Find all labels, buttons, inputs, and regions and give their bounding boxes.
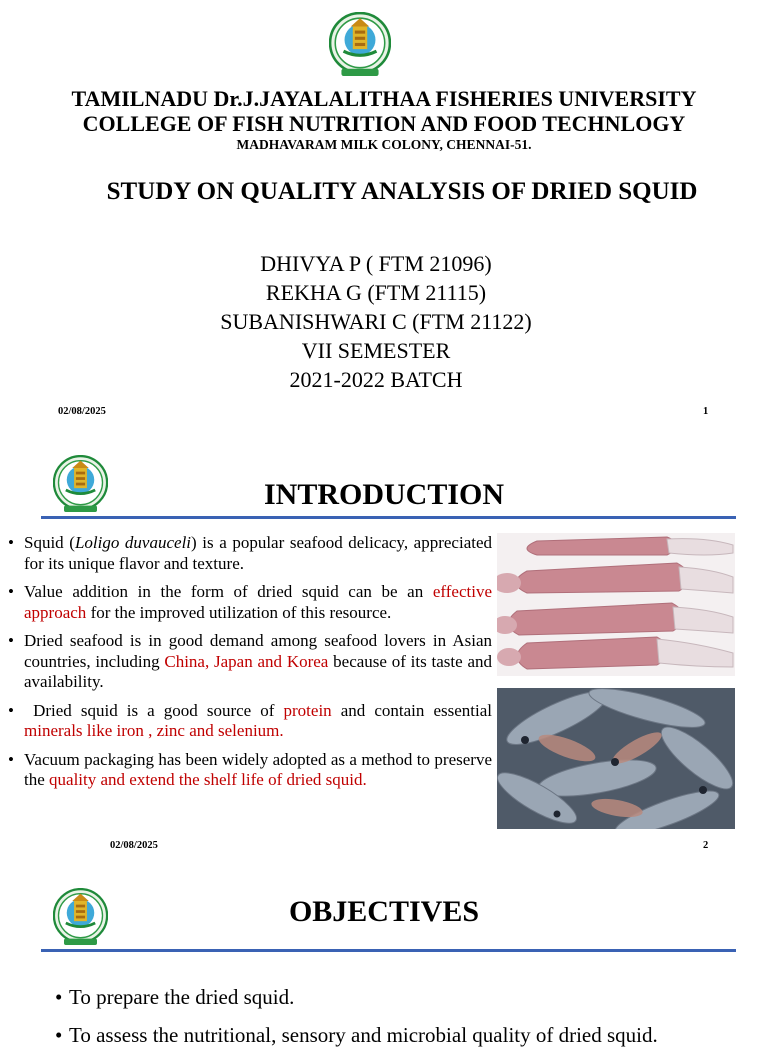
bullet-icon: • <box>8 749 14 769</box>
objectives-list <box>55 983 755 1059</box>
title-divider <box>41 516 736 519</box>
introduction-slide <box>0 440 768 860</box>
highlight-text: quality and extend the shelf life of dried squid. <box>49 770 367 789</box>
semester-line: VII SEMESTER <box>301 338 451 363</box>
text-run: Squid ( <box>24 533 75 552</box>
text-run: and contain essential <box>331 700 492 720</box>
text-run: Vacuum packaging has been widely adopted as a method to preserve the <box>24 749 492 789</box>
slide-number: 2 <box>703 840 709 851</box>
study-title: STUDY ON QUALITY ANALYSIS OF DRIED SQUID <box>106 178 698 205</box>
text-run: for the improved utilization of this resource. <box>86 602 392 622</box>
highlight-text: protein <box>283 700 332 720</box>
highlight-text: effective approach <box>24 582 492 622</box>
fresh-squid-photo <box>497 533 735 676</box>
bullet-icon: • <box>8 582 14 601</box>
list-item <box>55 983 755 1011</box>
title-slide <box>0 0 768 440</box>
objective-text: To assess the nutritional, sensory and microbial quality of dried squid. <box>69 1023 658 1047</box>
bullet-list <box>8 533 492 799</box>
list-item <box>8 701 492 742</box>
bullet-icon: • <box>8 631 14 650</box>
batch-line: 2021-2022 BATCH <box>289 367 463 392</box>
highlight-text: China, Japan and Korea <box>164 651 329 671</box>
college-address: MADHAVARAM MILK COLONY, CHENNAI-51. <box>236 137 532 152</box>
text-run: ) is a popular seafood delicacy, appreciated for its unique flavor and texture. <box>24 533 493 573</box>
author-line: REKHA G (FTM 21115) <box>265 280 487 305</box>
slide-date: 02/08/2025 <box>110 840 158 851</box>
fresh-squid-image <box>497 533 735 676</box>
text-run: because of its taste and availability. <box>24 651 493 691</box>
slide-title: OBJECTIVES <box>288 895 480 928</box>
slide-number: 1 <box>703 406 709 417</box>
bullet-icon: • <box>55 985 63 1009</box>
university-logo <box>329 12 391 78</box>
university-emblem-icon <box>329 12 391 78</box>
list-item <box>55 1021 755 1049</box>
list-item <box>8 582 492 623</box>
college-name: COLLEGE OF FISH NUTRITION AND FOOD TECHNLOGY <box>82 111 686 136</box>
slide-date: 02/08/2025 <box>58 406 106 417</box>
objectives-slide <box>0 860 768 1047</box>
author-line: SUBANISHWARI C (FTM 21122) <box>220 309 532 334</box>
highlight-text: minerals like iron , zinc and selenium. <box>24 721 284 740</box>
author-list <box>0 249 752 394</box>
university-name: TAMILNADU Dr.J.JAYALALITHAA FISHERIES UNIVERSITY <box>71 86 697 111</box>
list-item <box>8 533 492 574</box>
list-item <box>8 631 492 693</box>
author-line: DHIVYA P ( FTM 21096) <box>260 251 492 276</box>
title-divider <box>41 949 736 952</box>
squid-pile-photo <box>497 688 735 829</box>
bullet-icon: • <box>55 1023 63 1047</box>
bullet-icon: • <box>8 700 14 720</box>
slide-title: INTRODUCTION <box>263 478 505 511</box>
text-run: Dried squid is a good source of <box>24 700 284 720</box>
list-item <box>8 750 492 791</box>
text-run: Dried seafood is in good demand among seafood lovers in Asian countries, including <box>24 631 492 671</box>
objective-text: To prepare the dried squid. <box>69 985 295 1009</box>
species-name: Loligo duvauceli <box>74 533 192 552</box>
text-run: Value addition in the form of dried squid can be an <box>24 582 433 601</box>
squid-pile-image <box>497 688 735 829</box>
bullet-icon: • <box>8 533 14 552</box>
